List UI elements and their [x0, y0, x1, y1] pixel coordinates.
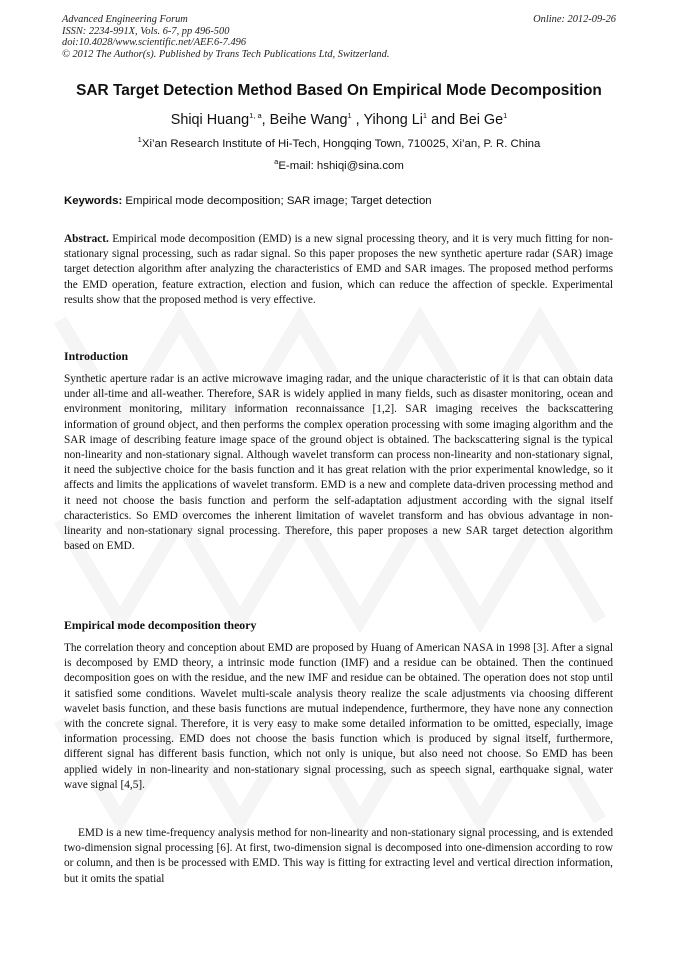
author-affil-mark: 1 — [347, 111, 352, 121]
page-header — [62, 14, 616, 60]
author-affil-mark: 1 — [422, 111, 428, 121]
abstract-label: Abstract. — [64, 233, 109, 245]
author-separator: , — [261, 112, 270, 128]
copyright-line: © 2012 The Author(s). Published by Trans Tech Publications Ltd, Switzerland. — [62, 48, 390, 60]
author-list — [0, 112, 678, 128]
author-affil-mark: 1, a — [249, 111, 262, 121]
emd-theory-paragraph-1: The correlation theory and conception about EMD are proposed by Huang of American NASA in 1998 [3]. After a signal is decomposed by EMD theory, a intrinsic mode function (IMF) and a residue can be obtained. Then the continued decomposition goes on with the residue, and the new IMF and residue can be obtained. The operation does not stop until it satisfied some conditions. Wavelet multi-scale analysis theory realize the scale adjustments via choosing different wavelet basis function, and these basis functions are mutual independence, furthermore, they have none any connection with the concrete signal. Therefore, it is very easy to make some detailed information to be omitted, especially, image information processing. EMD does not choose the basis function which is produced by signal itself, furthermore, different signal has different basis function, which not only is unique, but also need not choose. So EMD has been applied widely in non-linearity and non-stationary signal processing, such as speech signal, earthquake signal, water wave signal [4,5]. — [64, 642, 613, 791]
author-separator: , — [351, 112, 364, 128]
author-name: Shiqi Huang — [170, 112, 250, 128]
affiliation-text: Xi’an Research Institute of Hi-Tech, Hongqing Town, 710025, Xi’an, P. R. China — [141, 138, 541, 150]
section-heading-emd-theory: Empirical mode decomposition theory — [64, 618, 257, 632]
author-name: Bei Ge — [459, 112, 504, 128]
abstract-text: Empirical mode decomposition (EMD) is a new signal processing theory, and it is very much fitting for non-stationary signal processing, such as radar signal. So this paper proposes the new synthetic aperture radar (SAR) image target detection algorithm after analyzing the characteristics of EMD and SAR images. The proposed method performs the EMD operation, feature extraction, election and fusion, which can reduce the affection of speckle. Experimental results show that the proposed method is very effective. — [64, 233, 613, 306]
author-separator: and — [427, 112, 460, 128]
keywords — [64, 195, 432, 207]
abstract — [64, 232, 613, 308]
section-heading-introduction: Introduction — [64, 349, 129, 363]
keywords-text: Empirical mode decomposition; SAR image; Target detection — [122, 195, 432, 207]
author-name: Yihong Li — [363, 112, 423, 128]
online-date: Online: 2012-09-26 — [533, 14, 616, 25]
keywords-label: Keywords: — [64, 195, 123, 207]
doi-line: doi:10.4028/www.scientific.net/AEF.6-7.496 — [62, 37, 247, 49]
journal-name: Advanced Engineering Forum — [62, 14, 188, 25]
author-name: Beihe Wang — [269, 112, 348, 128]
email-text: E-mail: hshiqi@sina.com — [278, 160, 404, 172]
introduction-paragraph: Synthetic aperture radar is an active microwave imaging radar, and the unique characteristic of it is that can obtain data under all-time and all-weather. Therefore, SAR is widely applied in many fields, such as disaster monitoring, ocean and environment monitoring, military information reconnaissance [1,2]. SAR imaging receives the backscattering information of ground object, and then performs the complex operation processing with some imaging algorithm and the SAR image of describing feature image space of the ground object is obtained. The backscattering signal is the typical non-linearity and non-stationary signal. Although wavelet transform can process non-linearity and non-stationary signal, it need the subjective choice for the basis function and it has great relation with the prior experimental knowledge, so it affects and limits the applications of wavelet transform. EMD is a new and complete data-driven processing method and it need not choose the basis function and perform the self-adaptation adjustment according with the signal itself characteristics. So EMD overcomes the inherent limitation of wavelet transform and has obvious advantage in non-linearity and non-stationary signal processing. Therefore, this paper proposes a new SAR target detection algorithm based on EMD. — [64, 373, 613, 553]
author-affil-mark: 1 — [503, 111, 508, 121]
affiliation-mark: 1 — [137, 135, 142, 145]
author-email — [0, 157, 678, 172]
issn-line: ISSN: 2234-991X, Vols. 6-7, pp 496-500 — [62, 25, 230, 37]
paper-title: SAR Target Detection Method Based On Empirical Mode Decomposition — [76, 82, 602, 99]
affiliation — [0, 135, 678, 150]
email-mark: a — [274, 157, 279, 167]
emd-theory-paragraph-2: EMD is a new time-frequency analysis method for non-linearity and non-stationary signal processing, and is extended two-dimension signal processing [6]. At first, two-dimension signal is decomposed into one-dimension according to row or column, and then is be processed with EMD. This way is fitting for extracting level and vertical direction information, but it omits the spatial — [64, 827, 613, 885]
